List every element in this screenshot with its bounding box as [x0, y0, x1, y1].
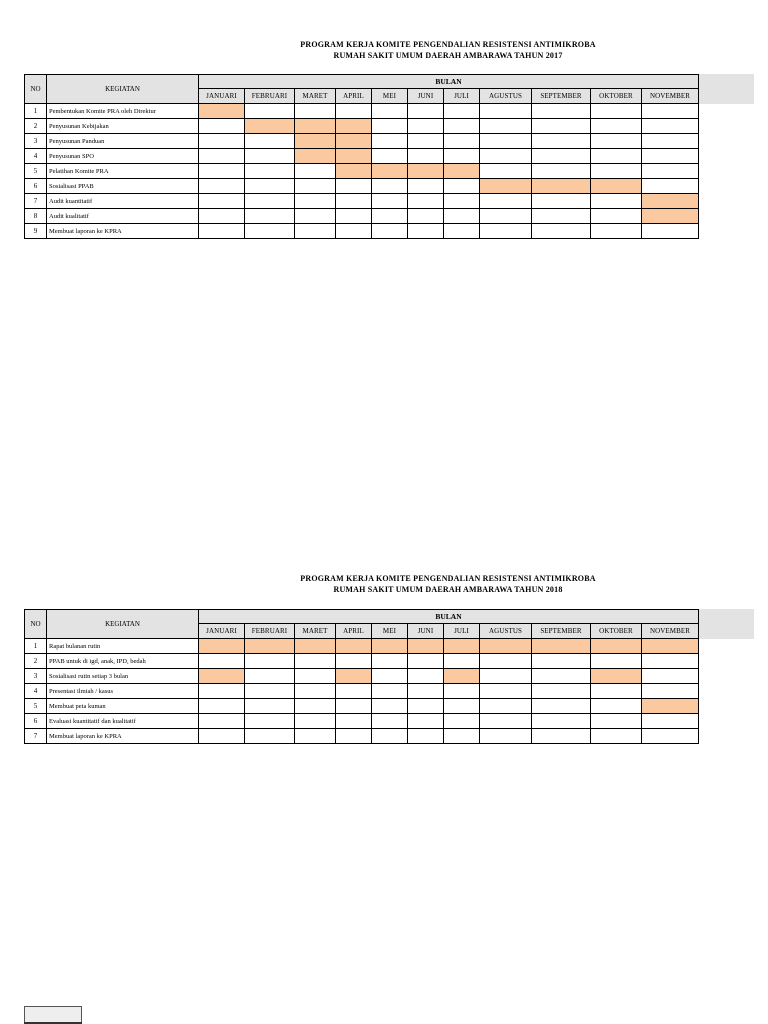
schedule-cell[interactable]: [642, 164, 699, 179]
schedule-cell[interactable]: [199, 209, 245, 224]
schedule-cell[interactable]: [408, 209, 444, 224]
schedule-cell[interactable]: [532, 164, 591, 179]
table-row: [25, 714, 699, 729]
schedule-cell[interactable]: [199, 134, 245, 149]
schedule-cell-active[interactable]: [336, 119, 372, 134]
schedule-cell[interactable]: [532, 729, 591, 744]
row-number: 7: [25, 194, 47, 209]
month-header-juni: JUNI: [408, 624, 444, 639]
month-header-september: SEPTEMBER: [532, 89, 591, 104]
activity-name: Pelatihan Komite PRA: [47, 164, 199, 179]
schedule-cell[interactable]: [295, 104, 336, 119]
sheet-title-2018: [200, 573, 696, 595]
schedule-cell[interactable]: [295, 209, 336, 224]
row-number: 1: [25, 639, 47, 654]
row-number: 2: [25, 119, 47, 134]
schedule-cell[interactable]: [480, 729, 532, 744]
schedule-cell[interactable]: [591, 714, 642, 729]
header-extension: [696, 74, 754, 104]
schedule-cell[interactable]: [372, 684, 408, 699]
schedule-cell-active[interactable]: [642, 699, 699, 714]
header-extension: [696, 609, 754, 639]
schedule-cell[interactable]: [444, 654, 480, 669]
month-header-juli: JULI: [444, 624, 480, 639]
header-row: [25, 610, 699, 624]
schedule-cell[interactable]: [199, 684, 245, 699]
schedule-cell[interactable]: [245, 194, 295, 209]
schedule-cell[interactable]: [295, 194, 336, 209]
schedule-cell-active[interactable]: [245, 119, 295, 134]
schedule-cell-active[interactable]: [199, 669, 245, 684]
schedule-cell[interactable]: [591, 104, 642, 119]
activity-name: Penyusunan SPO: [47, 149, 199, 164]
schedule-cell-active[interactable]: [480, 639, 532, 654]
schedule-cell[interactable]: [199, 729, 245, 744]
schedule-cell[interactable]: [480, 104, 532, 119]
row-number: 2: [25, 654, 47, 669]
schedule-cell[interactable]: [295, 729, 336, 744]
schedule-cell[interactable]: [199, 194, 245, 209]
schedule-cell-active[interactable]: [199, 104, 245, 119]
schedule-cell[interactable]: [532, 149, 591, 164]
schedule-cell[interactable]: [245, 179, 295, 194]
table-row: [25, 134, 699, 149]
table-row: [25, 149, 699, 164]
row-number: 7: [25, 729, 47, 744]
title-line-1: PROGRAM KERJA KOMITE PENGENDALIAN RESISTENSI ANTIMIKROBA: [300, 40, 596, 49]
schedule-cell[interactable]: [642, 714, 699, 729]
schedule-cell[interactable]: [591, 194, 642, 209]
schedule-cell-active[interactable]: [480, 179, 532, 194]
schedule-cell[interactable]: [336, 209, 372, 224]
schedule-cell[interactable]: [245, 699, 295, 714]
schedule-cell[interactable]: [532, 224, 591, 239]
schedule-cell[interactable]: [372, 224, 408, 239]
schedule-cell[interactable]: [408, 119, 444, 134]
schedule-cell[interactable]: [372, 134, 408, 149]
header-kegiatan: KEGIATAN: [47, 610, 199, 639]
schedule-cell[interactable]: [245, 654, 295, 669]
row-number: 1: [25, 104, 47, 119]
schedule-cell[interactable]: [591, 224, 642, 239]
schedule-cell-active[interactable]: [591, 669, 642, 684]
schedule-cell[interactable]: [532, 104, 591, 119]
schedule-cell[interactable]: [532, 699, 591, 714]
schedule-cell[interactable]: [480, 134, 532, 149]
row-number: 4: [25, 149, 47, 164]
schedule-cell-active[interactable]: [295, 639, 336, 654]
table-row: [25, 224, 699, 239]
activity-name: Penyusunan Kebijakan: [47, 119, 199, 134]
schedule-cell[interactable]: [591, 119, 642, 134]
month-header-oktober: OKTOBER: [591, 624, 642, 639]
schedule-cell[interactable]: [532, 194, 591, 209]
schedule-cell[interactable]: [372, 654, 408, 669]
row-number: 8: [25, 209, 47, 224]
schedule-cell[interactable]: [336, 104, 372, 119]
schedule-cell[interactable]: [295, 714, 336, 729]
schedule-cell[interactable]: [372, 669, 408, 684]
schedule-cell-active[interactable]: [336, 164, 372, 179]
header-no: NO: [25, 75, 47, 104]
schedule-cell[interactable]: [199, 164, 245, 179]
month-header-september: SEPTEMBER: [532, 624, 591, 639]
schedule-cell[interactable]: [372, 119, 408, 134]
schedule-cell[interactable]: [295, 654, 336, 669]
table-row: [25, 729, 699, 744]
schedule-cell[interactable]: [372, 699, 408, 714]
schedule-cell[interactable]: [199, 714, 245, 729]
table-row: [25, 209, 699, 224]
month-header-januari: JANUARI: [199, 89, 245, 104]
schedule-cell[interactable]: [642, 654, 699, 669]
month-header-agustus: AGUSTUS: [480, 89, 532, 104]
schedule-cell-active[interactable]: [372, 164, 408, 179]
schedule-cell[interactable]: [372, 179, 408, 194]
schedule-cell[interactable]: [245, 164, 295, 179]
header-bulan: BULAN: [199, 610, 699, 624]
schedule-cell[interactable]: [245, 669, 295, 684]
activity-name: Evaluasi kuantitatif dan kualitatif: [47, 714, 199, 729]
schedule-cell[interactable]: [444, 179, 480, 194]
title-line-2: RUMAH SAKIT UMUM DAERAH AMBARAWA TAHUN 2017: [333, 51, 563, 60]
schedule-cell[interactable]: [480, 164, 532, 179]
schedule-cell-active[interactable]: [336, 669, 372, 684]
table-row: [25, 654, 699, 669]
schedule-cell-active[interactable]: [408, 164, 444, 179]
month-header-juli: JULI: [444, 89, 480, 104]
row-number: 3: [25, 134, 47, 149]
activity-name: Membuat laporan ke KPRA: [47, 729, 199, 744]
month-header-november: NOVEMBER: [642, 89, 699, 104]
schedule-cell[interactable]: [591, 729, 642, 744]
schedule-cell[interactable]: [295, 179, 336, 194]
schedule-cell[interactable]: [295, 684, 336, 699]
activity-name: Pembentukan Komite PRA oleh Direktur: [47, 104, 199, 119]
schedule-cell-active[interactable]: [295, 134, 336, 149]
activity-name: Membuat laporan ke KPRA: [47, 224, 199, 239]
schedule-cell[interactable]: [372, 194, 408, 209]
schedule-cell[interactable]: [408, 149, 444, 164]
schedule-cell[interactable]: [245, 134, 295, 149]
gantt-table-2017: [24, 74, 699, 239]
schedule-cell[interactable]: [245, 149, 295, 164]
schedule-cell[interactable]: [642, 119, 699, 134]
schedule-cell[interactable]: [199, 119, 245, 134]
schedule-cell[interactable]: [295, 669, 336, 684]
schedule-cell[interactable]: [444, 729, 480, 744]
schedule-cell[interactable]: [336, 194, 372, 209]
schedule-cell[interactable]: [591, 684, 642, 699]
month-header-april: APRIL: [336, 624, 372, 639]
month-header-agustus: AGUSTUS: [480, 624, 532, 639]
title-line-2: RUMAH SAKIT UMUM DAERAH AMBARAWA TAHUN 2018: [333, 585, 563, 594]
schedule-cell[interactable]: [408, 179, 444, 194]
month-header-februari: FEBRUARI: [245, 624, 295, 639]
schedule-cell-active[interactable]: [372, 639, 408, 654]
schedule-cell[interactable]: [444, 684, 480, 699]
sheet-title-2017: [200, 39, 696, 61]
schedule-cell[interactable]: [480, 209, 532, 224]
schedule-cell[interactable]: [295, 699, 336, 714]
schedule-cell[interactable]: [408, 104, 444, 119]
table-row: [25, 164, 699, 179]
schedule-cell-active[interactable]: [444, 639, 480, 654]
schedule-cell-active[interactable]: [336, 134, 372, 149]
schedule-cell[interactable]: [245, 209, 295, 224]
schedule-cell[interactable]: [532, 684, 591, 699]
schedule-cell-active[interactable]: [642, 639, 699, 654]
schedule-cell[interactable]: [372, 729, 408, 744]
schedule-cell[interactable]: [642, 179, 699, 194]
schedule-cell[interactable]: [532, 119, 591, 134]
schedule-cell[interactable]: [408, 714, 444, 729]
month-header-januari: JANUARI: [199, 624, 245, 639]
schedule-cell[interactable]: [532, 209, 591, 224]
schedule-cell[interactable]: [642, 729, 699, 744]
table-row: [25, 669, 699, 684]
schedule-cell-active[interactable]: [591, 179, 642, 194]
schedule-cell[interactable]: [591, 134, 642, 149]
schedule-cell[interactable]: [591, 654, 642, 669]
activity-name: Presentasi ilmiah / kasus: [47, 684, 199, 699]
schedule-cell[interactable]: [480, 119, 532, 134]
row-number: 6: [25, 714, 47, 729]
schedule-cell[interactable]: [336, 179, 372, 194]
schedule-cell[interactable]: [444, 149, 480, 164]
schedule-cell-active[interactable]: [408, 639, 444, 654]
table-row: [25, 699, 699, 714]
schedule-cell-active[interactable]: [295, 149, 336, 164]
header-no: NO: [25, 610, 47, 639]
month-header-november: NOVEMBER: [642, 624, 699, 639]
row-number: 9: [25, 224, 47, 239]
activity-name: Sosialisasi PPAB: [47, 179, 199, 194]
schedule-cell[interactable]: [480, 714, 532, 729]
schedule-cell[interactable]: [444, 699, 480, 714]
schedule-cell[interactable]: [336, 224, 372, 239]
schedule-cell[interactable]: [480, 224, 532, 239]
schedule-cell-active[interactable]: [444, 669, 480, 684]
schedule-cell[interactable]: [444, 224, 480, 239]
schedule-cell[interactable]: [372, 714, 408, 729]
schedule-cell[interactable]: [591, 164, 642, 179]
schedule-cell[interactable]: [532, 654, 591, 669]
month-header-mei: MEI: [372, 89, 408, 104]
month-header-maret: MARET: [295, 624, 336, 639]
schedule-cell[interactable]: [199, 179, 245, 194]
month-header-mei: MEI: [372, 624, 408, 639]
gantt-table-2018: [24, 609, 699, 744]
month-header-oktober: OKTOBER: [591, 89, 642, 104]
schedule-cell[interactable]: [336, 714, 372, 729]
activity-name: Membuat peta kuman: [47, 699, 199, 714]
row-number: 5: [25, 164, 47, 179]
table-row: [25, 684, 699, 699]
schedule-cell-active[interactable]: [336, 639, 372, 654]
schedule-cell-active[interactable]: [642, 194, 699, 209]
schedule-cell[interactable]: [532, 134, 591, 149]
header-row: [25, 75, 699, 89]
schedule-cell[interactable]: [408, 134, 444, 149]
month-header-februari: FEBRUARI: [245, 89, 295, 104]
activity-name: Sosialisasi rutin setiap 3 bulan: [47, 669, 199, 684]
schedule-cell[interactable]: [480, 699, 532, 714]
schedule-cell[interactable]: [444, 119, 480, 134]
schedule-cell[interactable]: [336, 684, 372, 699]
schedule-cell[interactable]: [532, 714, 591, 729]
schedule-cell[interactable]: [591, 149, 642, 164]
header-kegiatan: KEGIATAN: [47, 75, 199, 104]
schedule-cell-active[interactable]: [532, 179, 591, 194]
schedule-cell-active[interactable]: [444, 164, 480, 179]
schedule-cell[interactable]: [532, 669, 591, 684]
schedule-cell[interactable]: [295, 224, 336, 239]
header-bulan: BULAN: [199, 75, 699, 89]
table-row: [25, 194, 699, 209]
schedule-cell[interactable]: [336, 654, 372, 669]
schedule-cell[interactable]: [336, 699, 372, 714]
schedule-cell-active[interactable]: [336, 149, 372, 164]
schedule-cell[interactable]: [372, 149, 408, 164]
table-row: [25, 179, 699, 194]
activity-name: Penyusunan Panduan: [47, 134, 199, 149]
schedule-cell[interactable]: [408, 194, 444, 209]
activity-name: PPAB untuk di igd, anak, IPD, bedah: [47, 654, 199, 669]
schedule-cell[interactable]: [372, 104, 408, 119]
schedule-cell[interactable]: [480, 149, 532, 164]
activity-name: Rapat bulanan rutin: [47, 639, 199, 654]
schedule-cell[interactable]: [480, 194, 532, 209]
month-header-maret: MARET: [295, 89, 336, 104]
schedule-cell[interactable]: [444, 134, 480, 149]
schedule-cell[interactable]: [642, 669, 699, 684]
schedule-cell[interactable]: [591, 699, 642, 714]
schedule-cell-active[interactable]: [245, 639, 295, 654]
schedule-cell[interactable]: [408, 224, 444, 239]
schedule-cell[interactable]: [408, 654, 444, 669]
table-row: [25, 104, 699, 119]
schedule-cell[interactable]: [444, 194, 480, 209]
schedule-cell-active[interactable]: [532, 639, 591, 654]
schedule-cell[interactable]: [642, 224, 699, 239]
schedule-cell[interactable]: [372, 209, 408, 224]
schedule-cell[interactable]: [408, 729, 444, 744]
schedule-cell[interactable]: [245, 714, 295, 729]
table-row: [25, 639, 699, 654]
table-row: [25, 119, 699, 134]
schedule-cell[interactable]: [642, 149, 699, 164]
title-line-1: PROGRAM KERJA KOMITE PENGENDALIAN RESISTENSI ANTIMIKROBA: [300, 574, 596, 583]
schedule-cell[interactable]: [336, 729, 372, 744]
row-number: 3: [25, 669, 47, 684]
schedule-cell[interactable]: [199, 654, 245, 669]
schedule-cell-active[interactable]: [199, 639, 245, 654]
month-header-juni: JUNI: [408, 89, 444, 104]
schedule-cell[interactable]: [199, 224, 245, 239]
schedule-cell-active[interactable]: [591, 639, 642, 654]
schedule-cell[interactable]: [591, 209, 642, 224]
schedule-cell[interactable]: [444, 209, 480, 224]
schedule-cell[interactable]: [245, 104, 295, 119]
schedule-cell[interactable]: [245, 224, 295, 239]
schedule-cell[interactable]: [480, 654, 532, 669]
schedule-cell[interactable]: [408, 669, 444, 684]
schedule-cell[interactable]: [245, 684, 295, 699]
schedule-cell[interactable]: [480, 669, 532, 684]
schedule-cell[interactable]: [642, 684, 699, 699]
schedule-cell[interactable]: [408, 699, 444, 714]
schedule-cell[interactable]: [245, 729, 295, 744]
schedule-cell[interactable]: [642, 134, 699, 149]
schedule-cell[interactable]: [199, 149, 245, 164]
schedule-cell[interactable]: [295, 164, 336, 179]
schedule-cell[interactable]: [480, 684, 532, 699]
activity-name: Audit kualitatif: [47, 209, 199, 224]
schedule-cell[interactable]: [444, 714, 480, 729]
schedule-cell[interactable]: [408, 684, 444, 699]
month-header-april: APRIL: [336, 89, 372, 104]
schedule-cell-active[interactable]: [295, 119, 336, 134]
activity-name: Audit kuantitatif: [47, 194, 199, 209]
schedule-cell-active[interactable]: [642, 209, 699, 224]
row-number: 6: [25, 179, 47, 194]
row-number: 4: [25, 684, 47, 699]
schedule-cell[interactable]: [642, 104, 699, 119]
row-number: 5: [25, 699, 47, 714]
schedule-cell[interactable]: [444, 104, 480, 119]
schedule-cell[interactable]: [199, 699, 245, 714]
